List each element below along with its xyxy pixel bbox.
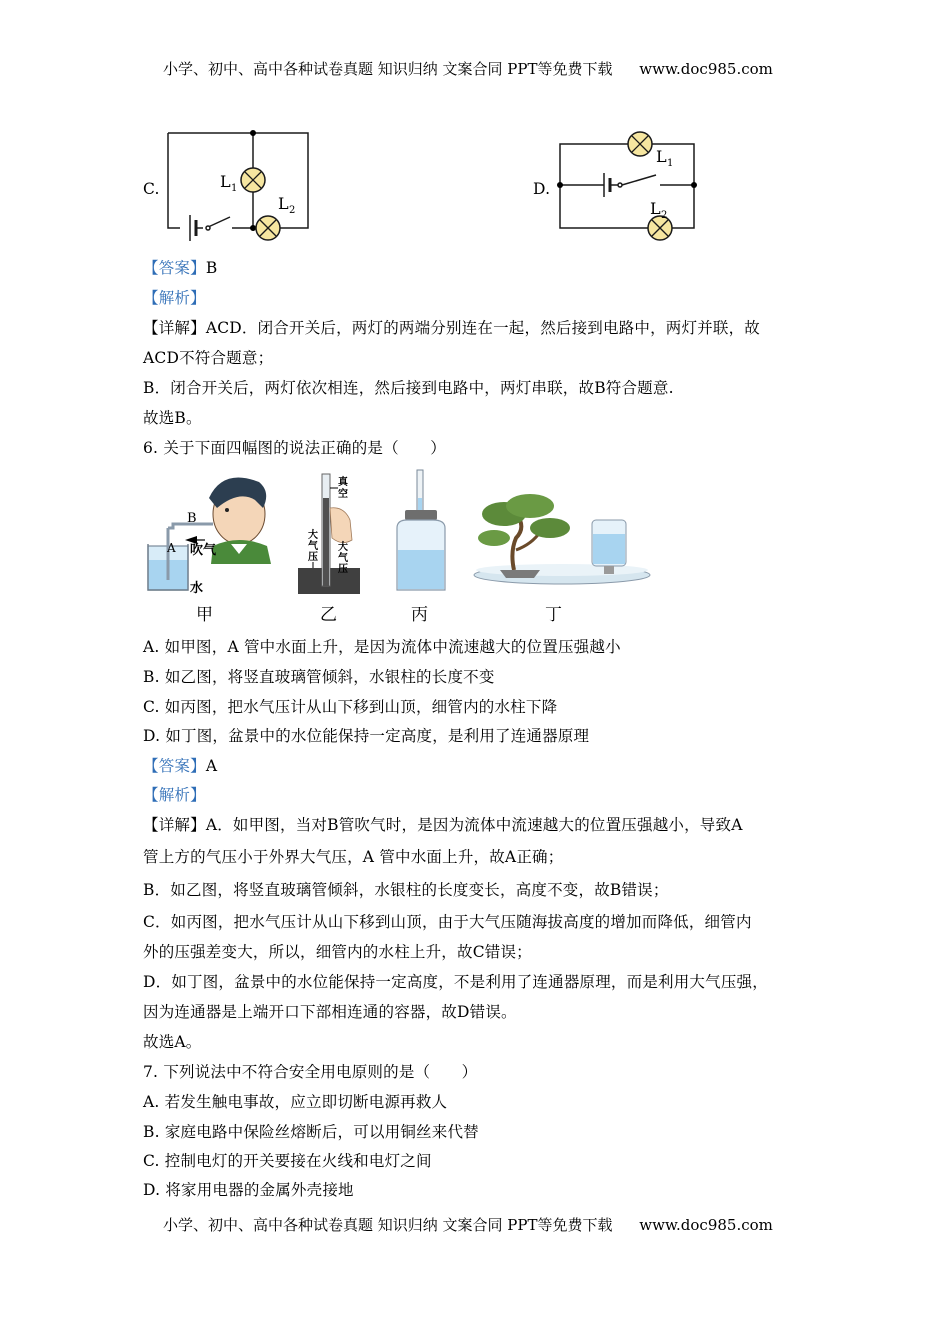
- junction-dot: [250, 225, 256, 231]
- lamp-l1-icon: [628, 132, 652, 156]
- svg-text:2: 2: [661, 210, 668, 221]
- answer-line: 【答案】B: [143, 259, 218, 277]
- lamp-l1-label: L: [656, 147, 667, 166]
- blow-label: 吹气: [190, 543, 217, 558]
- junction-dot: [250, 130, 256, 136]
- option-b: B. 家庭电路中保险丝熔断后，可以用铜丝来代替: [143, 1123, 479, 1141]
- detail-line: B．如乙图，将竖直玻璃管倾斜，水银柱的长度变长，高度不变，故B错误；: [143, 881, 669, 899]
- analysis-tag: 【解析】: [143, 289, 206, 307]
- conclusion-line: 故选B。: [143, 409, 202, 427]
- detail-line: C．如丙图，把水气压计从山下移到山顶，由于大气压随海拔高度的增加而降低，细管内: [143, 913, 752, 931]
- detail-line: 【详解】A．如甲图，当对B管吹气时，是因为流体中流速越大的位置压强越小，导致A: [143, 816, 743, 834]
- svg-text:压: 压: [308, 552, 318, 563]
- detail-line: ACD不符合题意；: [143, 349, 274, 367]
- lamp-l1-icon: [241, 168, 265, 192]
- figure-caption: 甲: [196, 605, 213, 625]
- detail-line: B．闭合开关后，两灯依次相连，然后接到电路中，两灯串联，故B符合题意.: [143, 379, 674, 397]
- option-a: A. 若发生触电事故，应立即切断电源再救人: [143, 1093, 448, 1111]
- svg-text:2: 2: [289, 205, 296, 216]
- page-header: 小学、初中、高中各种试卷真题 知识归纳 文案合同 PPT等免费下载 www.doc985.com: [163, 60, 773, 78]
- circuit-diagram-d: [552, 128, 702, 243]
- answer-line: 【答案】A: [143, 757, 218, 775]
- lamp-l2-icon: [256, 216, 280, 240]
- figure-caption: 丙: [411, 605, 428, 625]
- lamp-l1-label: L: [220, 172, 231, 191]
- option-d: D. 将家用电器的金属外壳接地: [143, 1181, 354, 1199]
- option-a: A. 如甲图，A 管中水面上升，是因为流体中流速越大的位置压强越小: [143, 638, 621, 656]
- option-d-label: D.: [533, 180, 551, 198]
- tube-b-label: B: [187, 511, 197, 526]
- junction-dot: [691, 182, 697, 188]
- figure-bing: [385, 468, 460, 598]
- page-footer: 小学、初中、高中各种试卷真题 知识归纳 文案合同 PPT等免费下载 www.doc985.com: [163, 1216, 773, 1234]
- detail-line: 管上方的气压小于外界大气压，A 管中水面上升，故A正确；: [143, 848, 564, 866]
- svg-text:1: 1: [231, 183, 238, 194]
- lamp-l2-label: L: [278, 194, 289, 213]
- detail-line: 【详解】ACD．闭合开关后，两灯的两端分别连在一起，然后接到电路中，两灯并联，故: [143, 319, 760, 337]
- tube-a-label: A: [167, 541, 176, 555]
- option-d: D. 如丁图，盆景中的水位能保持一定高度，是利用了连通器原理: [143, 727, 590, 745]
- option-c: C. 控制电灯的开关要接在火线和电灯之间: [143, 1152, 432, 1170]
- lamp-l2-label: L: [650, 199, 661, 218]
- option-b: B. 如乙图，将竖直玻璃管倾斜，水银柱的长度不变: [143, 668, 495, 686]
- question-7-stem: 7. 下列说法中不符合安全用电原则的是（ ）: [143, 1063, 478, 1081]
- vacuum-label: 真: [338, 477, 348, 488]
- svg-text:气: 气: [308, 541, 318, 552]
- atm-right-label: 大: [338, 542, 348, 553]
- svg-text:空: 空: [338, 489, 348, 500]
- figure-caption: 丁: [545, 605, 562, 625]
- figure-yi: [292, 468, 367, 598]
- detail-line: D．如丁图，盆景中的水位能保持一定高度，不是利用了连通器原理，而是利用大气压强，: [143, 973, 768, 991]
- detail-line: 外的压强差变大，所以，细管内的水柱上升，故C错误；: [143, 943, 532, 961]
- detail-line: 因为连通器是上端开口下部相连通的容器，故D错误。: [143, 1003, 517, 1021]
- figure-ding: [470, 490, 655, 590]
- lamp-l2-icon: [648, 216, 672, 240]
- svg-text:1: 1: [667, 158, 674, 169]
- circuit-diagram-c: [160, 125, 320, 245]
- atm-left-label: 大: [308, 530, 318, 541]
- water-label: 水: [190, 581, 204, 596]
- junction-dot: [557, 182, 563, 188]
- figure-jia: [143, 468, 278, 598]
- option-c: C. 如丙图，把水气压计从山下移到山顶，细管内的水柱下降: [143, 698, 558, 716]
- question-6-stem: 6. 关于下面四幅图的说法正确的是（ ）: [143, 439, 446, 457]
- analysis-tag: 【解析】: [143, 786, 206, 804]
- option-c-label: C.: [143, 180, 160, 198]
- svg-text:压: 压: [338, 564, 348, 575]
- figure-caption: 乙: [320, 605, 337, 625]
- svg-text:气: 气: [338, 553, 348, 564]
- conclusion-line: 故选A。: [143, 1033, 202, 1051]
